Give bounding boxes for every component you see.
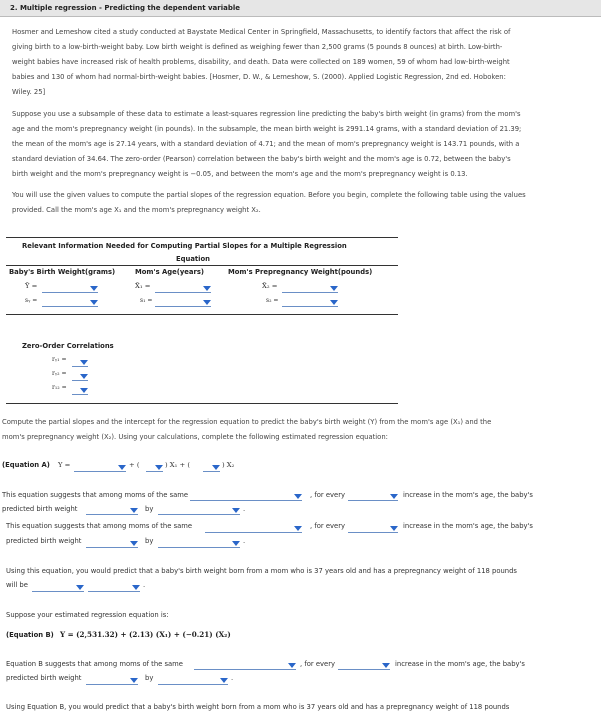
sentence3-by: by	[145, 674, 154, 682]
chevron-down-icon	[118, 465, 126, 470]
sentence1-text: This equation suggests that among moms of the same	[2, 491, 189, 499]
sentence3-amount-dropdown[interactable]	[158, 675, 228, 685]
equation-a-label: (Equation A)	[2, 461, 50, 469]
ry1-label: rᵧ₁ =	[52, 356, 67, 363]
sentence3-text: Equation B suggests that among moms of the same	[6, 660, 183, 668]
sentence1-direction-dropdown[interactable]	[86, 505, 138, 515]
data-line: the mean of the mom's age is 27.14 years, with a standard deviation of 4.71; and the mean of mom's prepregnancy weight is 143.71 pounds, with a	[12, 140, 520, 148]
table-title-line2: Equation	[176, 255, 211, 263]
chevron-down-icon	[288, 663, 296, 668]
chevron-down-icon	[294, 494, 302, 499]
table-divider	[6, 314, 398, 315]
page-header	[0, 0, 601, 17]
chevron-down-icon	[203, 286, 211, 291]
chevron-down-icon	[80, 388, 88, 393]
data-line: standard deviation of 34.64. The zero-order (Pearson) correlation between the baby's birth weight and the mom's age is 0.72, between the baby's	[12, 155, 511, 163]
intro-paragraph	[12, 25, 597, 100]
prediction1-willbe: will be	[6, 581, 28, 589]
col-header-birth-weight: Baby's Birth Weight(grams)	[9, 268, 116, 276]
x2bar-label: X̄₂ =	[262, 282, 278, 290]
intro-line: Hosmer and Lemeshow cited a study conducted at Baystate Medical Center in Springfield, Massachusetts, to identify factors that affect the risk of	[12, 28, 511, 36]
data-line: age and the mom's prepregnancy weight (in pounds). In the subsample, the mean birth weight is 2991.14 grams, with a standard deviation of 21.39;	[12, 125, 522, 133]
chevron-down-icon	[155, 465, 163, 470]
chevron-down-icon	[232, 508, 240, 513]
compute-line: Compute the partial slopes and the intercept for the regression equation to predict the baby's birth weight (Y) from the mom's age (X₁) and the	[2, 418, 492, 426]
col-header-prepregnancy-weight: Mom's Prepregnancy Weight(pounds)	[228, 268, 373, 276]
prediction2-text: Using Equation B, you would predict that a baby's birth weight born from a mom who is 37 years old and has a prepregnancy weight of 118 pounds	[6, 703, 510, 711]
sentence1-amount-dropdown[interactable]	[158, 505, 240, 515]
slope-x2-dropdown[interactable]	[203, 462, 220, 472]
equation-b-intro: Suppose your estimated regression equation is:	[6, 611, 169, 619]
s1-dropdown[interactable]	[155, 297, 211, 307]
chevron-down-icon	[203, 300, 211, 305]
table-bottom-border	[6, 403, 398, 404]
sentence2-increase-dropdown[interactable]	[348, 523, 398, 533]
equation-b-label: (Equation B)	[6, 631, 54, 639]
compute-line: mom's prepregnancy weight (X₂). Using your calculations, complete the following estimated regression equation:	[2, 433, 388, 441]
chevron-down-icon	[390, 526, 398, 531]
slope-x1-dropdown[interactable]	[146, 462, 163, 472]
data-line: birth weight and the mom's prepregnancy weight is −0.05, and between the mom's age and the mom's prepregnancy weight is 0.13.	[12, 170, 468, 178]
sentence1-period: .	[243, 505, 246, 513]
chevron-down-icon	[390, 494, 398, 499]
instruction-paragraph	[12, 188, 597, 218]
chevron-down-icon	[90, 300, 98, 305]
intro-line: weight babies have increased risk of health problems, disability, and death. Data were collected on 189 women, 59 of whom had low-birth-weight	[12, 58, 510, 66]
sentence3-forevery: , for every	[300, 660, 336, 668]
intro-line: Wiley. 25]	[12, 88, 46, 96]
sentence3-text3: predicted birth weight	[6, 674, 82, 682]
data-line: Suppose you use a subsample of these data to estimate a least-squares regression line predicting the baby's birth weight (in grams) from the mom's	[12, 110, 521, 118]
x1bar-label: X̄₁ =	[135, 282, 151, 290]
chevron-down-icon	[130, 541, 138, 546]
sentence2-amount-dropdown[interactable]	[158, 538, 240, 548]
sentence2-period: .	[243, 537, 246, 545]
sentence3-increase-dropdown[interactable]	[338, 660, 390, 670]
intro-line: giving birth to a low-birth-weight baby. Low birth weight is defined as weighing fewer than 2,500 grams (5 pounds 8 ounces) at birth. Low-birth-	[12, 43, 503, 51]
chevron-down-icon	[232, 541, 240, 546]
chevron-down-icon	[130, 678, 138, 683]
chevron-down-icon	[90, 286, 98, 291]
chevron-down-icon	[330, 300, 338, 305]
equation-a-x2: ) X₂	[222, 461, 235, 469]
s2-dropdown[interactable]	[282, 297, 338, 307]
sentence2-text2: increase in the mom's age, the baby's	[403, 522, 533, 530]
x2bar-dropdown[interactable]	[282, 283, 338, 293]
chevron-down-icon	[130, 508, 138, 513]
instruction-line: provided. Call the mom's age X₁ and the mom's prepregnancy weight X₂.	[12, 206, 261, 214]
ry2-label: rᵧ₂ =	[52, 370, 67, 377]
chevron-down-icon	[132, 585, 140, 590]
s1-label: s₁ =	[140, 297, 153, 304]
sentence3-direction-dropdown[interactable]	[86, 675, 138, 685]
prediction1-unit-dropdown[interactable]	[88, 582, 140, 592]
ybar-label: Ȳ =	[25, 282, 38, 290]
sentence1-by: by	[145, 505, 154, 513]
page-title: 2. Multiple regression - Predicting the dependent variable	[10, 4, 240, 12]
equation-a-y: Y =	[58, 461, 71, 469]
sentence3-period: .	[231, 674, 234, 682]
s2-label: s₂ =	[266, 297, 279, 304]
sentence2-same-dropdown[interactable]	[205, 523, 302, 533]
sentence1-text2: increase in the mom's age, the baby's	[403, 491, 533, 499]
sentence3-text2: increase in the mom's age, the baby's	[395, 660, 525, 668]
sentence2-by: by	[145, 537, 154, 545]
zero-order-title: Zero-Order Correlations	[22, 342, 114, 350]
sentence1-text3: predicted birth weight	[2, 505, 78, 513]
table-divider	[6, 265, 398, 266]
instruction-line: You will use the given values to compute the partial slopes of the regression equation. Before you begin, complete the following table using the values	[12, 191, 526, 199]
r12-dropdown[interactable]	[72, 385, 88, 395]
sentence1-same-dropdown[interactable]	[190, 491, 302, 501]
sentence2-text3: predicted birth weight	[6, 537, 82, 545]
chevron-down-icon	[212, 465, 220, 470]
r12-label: r₁₂ =	[52, 384, 67, 391]
sentence2-forevery: , for every	[310, 522, 346, 530]
equation-b-formula: Y = (2,531.32) + (2.13) (X₁) + (−0.21) (X₂)	[60, 630, 231, 639]
sentence2-text: This equation suggests that among moms of the same	[6, 522, 193, 530]
x1bar-dropdown[interactable]	[155, 283, 211, 293]
ry2-dropdown[interactable]	[72, 371, 88, 381]
equation-a-plus: + (	[129, 461, 140, 469]
sentence1-forevery: , for every	[310, 491, 346, 499]
chevron-down-icon	[220, 678, 228, 683]
prediction1-period: .	[143, 581, 146, 589]
sy-dropdown[interactable]	[42, 297, 98, 307]
intercept-dropdown[interactable]	[74, 462, 126, 472]
prediction1-text: Using this equation, you would predict that a baby's birth weight born from a mom who is 37 years old and has a prepregnancy weight of 118 pounds	[6, 567, 517, 575]
sy-label: sᵧ =	[25, 297, 38, 304]
chevron-down-icon	[330, 286, 338, 291]
sentence3-same-dropdown[interactable]	[194, 660, 296, 670]
equation-a-x1: ) X₁ + (	[165, 461, 191, 469]
col-header-age: Mom's Age(years)	[135, 268, 204, 276]
chevron-down-icon	[80, 360, 88, 365]
sentence1-increase-dropdown[interactable]	[348, 491, 398, 501]
table-title: Relevant Information Needed for Computing Partial Slopes for a Multiple Regression	[22, 242, 347, 250]
chevron-down-icon	[294, 526, 302, 531]
data-paragraph	[12, 107, 597, 182]
chevron-down-icon	[382, 663, 390, 668]
ry1-dropdown[interactable]	[72, 357, 88, 367]
chevron-down-icon	[80, 374, 88, 379]
compute-paragraph	[2, 415, 597, 445]
table-top-border	[6, 237, 398, 238]
intro-line: babies and 130 of whom had normal-birth-weight babies. [Hosmer, D. W., & Lemeshow, S. (2000). Applied Logistic Regression, 2nd ed. Hoboken:	[12, 73, 506, 81]
sentence2-direction-dropdown[interactable]	[86, 538, 138, 548]
ybar-dropdown[interactable]	[42, 283, 98, 293]
chevron-down-icon	[76, 585, 84, 590]
prediction1-value-dropdown[interactable]	[32, 582, 84, 592]
